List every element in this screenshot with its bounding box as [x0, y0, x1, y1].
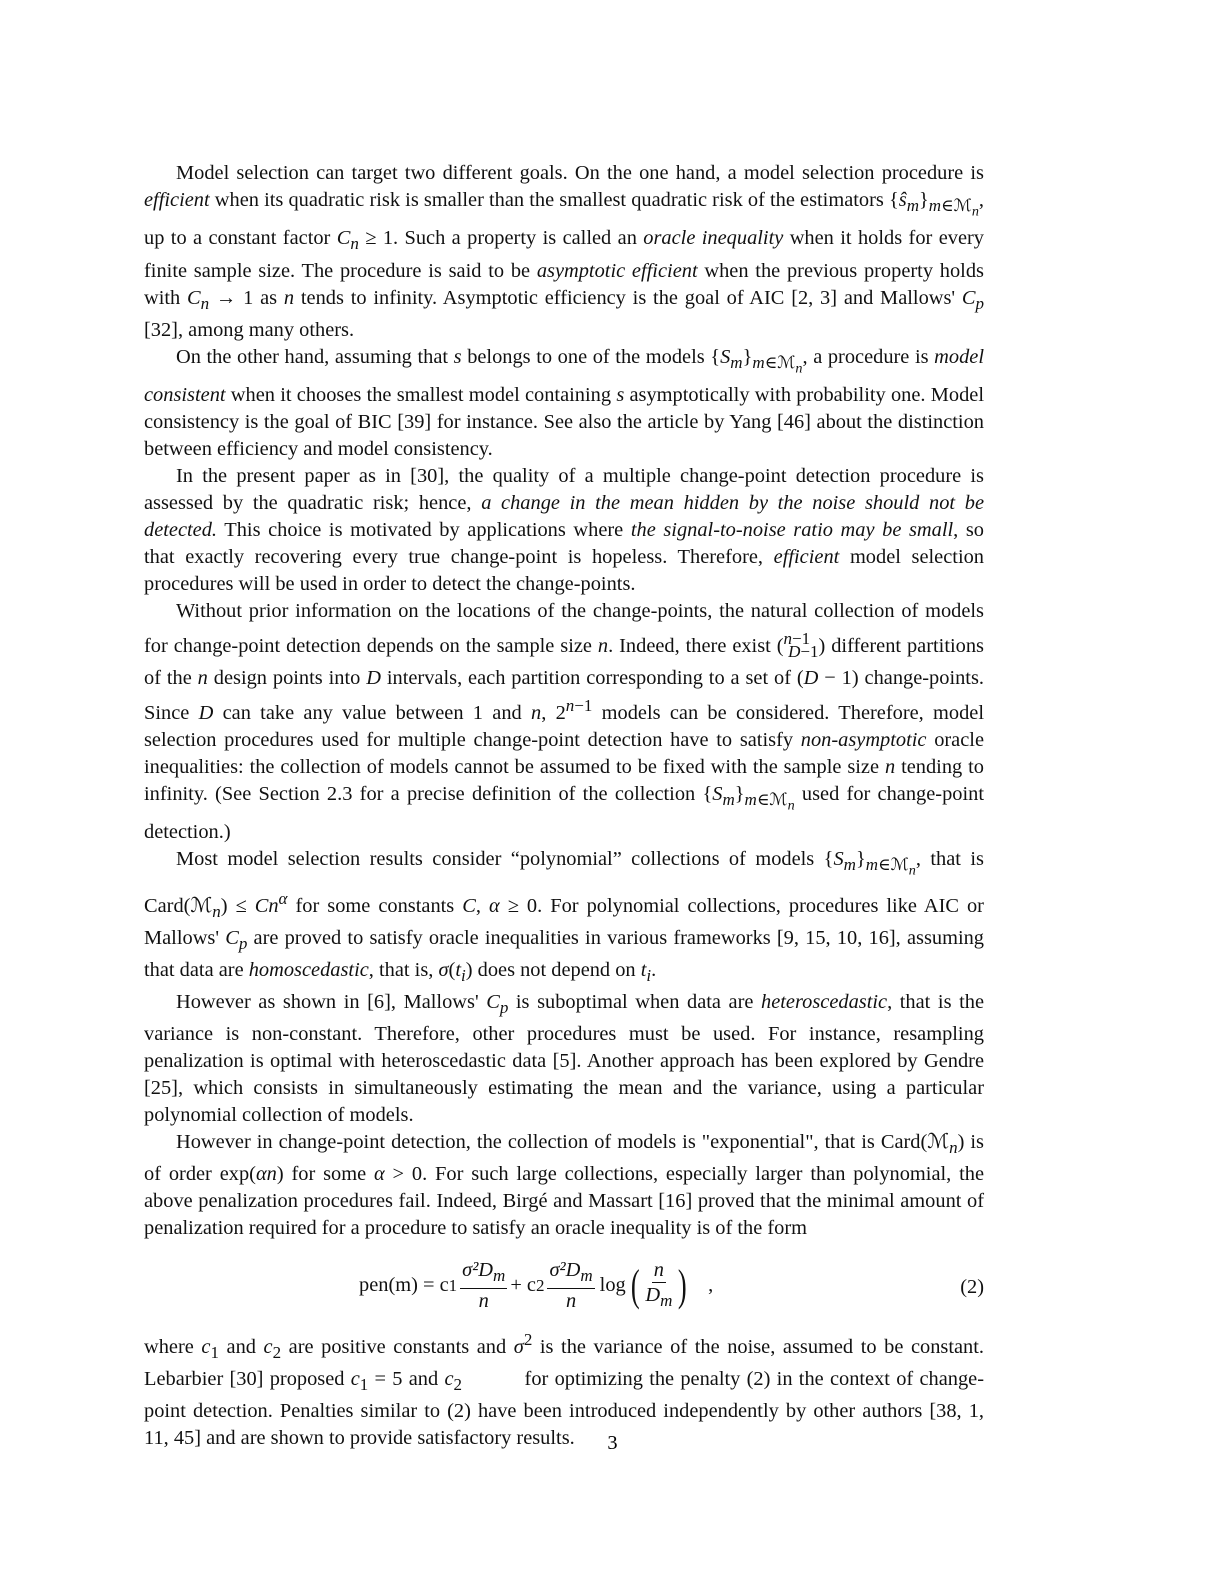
- equation-left-paren: (: [630, 1260, 640, 1310]
- equation-number: (2): [960, 1275, 984, 1298]
- equation-denominator-2: n: [565, 1290, 577, 1313]
- equation-log: log: [599, 1274, 626, 1297]
- paragraph-efficiency: Model selection can target two different goals. On the one hand, a model selection procedure is efficient when its quadratic risk is smaller than the smallest quadratic risk of the estimators $\{ŝ_m\}_{m\in ℳ_n}$, up to a constant factor $C_n \ge 1$. Such a property is called an oracle inequality when it holds for every finite sample size. The procedure is said to be asymptotic efficient when the previous property holds with $C_n \to 1$ as n tends to infinity. Asymptotic efficiency is the goal of AIC [2, 3] and Mallows' $C_p$ [32], among many others.: [144, 162, 984, 341]
- equation-numerator-2: σ²D: [549, 1259, 581, 1282]
- paragraph-collection: Without prior information on the locations of the change-points, the natural collection of models for change-point detection depends on the sample size n. Indeed, there exist ($^{n-1}_{D-1}$) different partitions of the n design points into D intervals, each partition corresponding to a set of (D − 1) change-points. Since D can take any value between 1 and n, $2^{n-1}$ models can be considered. Therefore, model selection procedures used for multiple change-point detection have to satisfy non-asymptotic oracle inequalities: the collection of models cannot be assumed to be fixed with the sample size n tending to infinity. (See Section 2.3 for a precise definition of the collection $\{S_m\}_{m\in ℳ_n}$ used for change-point detection.): [144, 600, 985, 844]
- equation-numerator-1: σ²D: [462, 1259, 494, 1282]
- equation-c2-subscript: 2: [535, 1276, 545, 1296]
- equation-c1-subscript: 1: [448, 1276, 458, 1296]
- equation-inner-denominator: D: [645, 1284, 661, 1307]
- equation-numerator-1-sub: m: [493, 1266, 506, 1286]
- equation-inner-denominator-sub: m: [660, 1291, 673, 1311]
- paragraph-consistency: On the other hand, assuming that s belongs to one of the models $\{S_m\}_{m\in ℳ_n}$, a procedure is model consistent when it chooses the smallest model containing s asymptotically with probability one. Model consistency is the goal of BIC [39] for instance. See also the article by Yang [46] about the distinction between efficiency and model consistency.: [144, 345, 984, 461]
- paragraph-polynomial: Most model selection results consider “polynomial” collections of models $\{S_m\}_{m\in ℳ_n}$, that is Card(ℳ$_n$) ≤ $Cn^\alpha$ for some constants C, α ≥ 0. For polynomial collections, procedures like AIC or Mallows' $C_p$ are proved to satisfy oracle inequalities in various frameworks [9, 15, 10, 16], assuming that data are homoscedastic, that is, $\sigma(t_i)$ does not depend on $t_i$.: [144, 848, 985, 985]
- equation-lhs: pen(m) = c: [359, 1274, 449, 1297]
- paper-page: [144, 160, 984, 1452]
- paragraph-constants: where $c_1$ and $c_2$ are positive constants and $\sigma^2$ is the variance of the noise, assumed to be constant. Lebarbier [30] proposed $c_1 = 5$ and $c_2$ for optimizing the penalty (2) in the context of change-point detection. Penalties similar to (2) have been introduced independently by other authors [38, 1, 11, 45] and are shown to provide satisfactory results.: [144, 1329, 984, 1449]
- equation-fraction-2: [547, 1258, 594, 1313]
- paragraph-present-paper: In the present paper as in [30], the quality of a multiple change-point detection procedure is assessed by the quadratic risk; hence, a change in the mean hidden by the noise should not be detected. This choice is motivated by applications where the signal-to-noise ratio may be small, so that exactly recovering every true change-point is hopeless. Therefore, efficient model selection procedures will be used in order to detect the change-points.: [144, 465, 985, 596]
- equation-trailing-comma: ,: [708, 1274, 714, 1297]
- paragraph-heteroscedastic: However as shown in [6], Mallows' $C_p$ is suboptimal when data are heteroscedastic, that is the variance is non-constant. Therefore, other procedures must be used. For instance, resampling penalization is optimal with heteroscedastic data [5]. Another approach has been explored by Gendre [25], which consists in simultaneously estimating the mean and the variance, using a particular polynomial collection of models.: [144, 990, 985, 1126]
- equation-fraction-1: [460, 1258, 507, 1313]
- equation-body: [359, 1254, 713, 1318]
- equation-penalty: [144, 1254, 984, 1318]
- equation-right-paren: ): [678, 1260, 688, 1310]
- equation-inner-numerator: n: [653, 1259, 664, 1282]
- page-number: 3: [607, 1432, 618, 1454]
- equation-numerator-2-sub: m: [580, 1266, 593, 1286]
- paragraph-exponential: However in change-point detection, the collection of models is "exponential", that is Card(ℳ$_n$) is of order exp(αn) for some α > 0. For such large collections, especially larger than polynomial, the above penalization procedures fail. Indeed, Birgé and Massart [16] proved that the minimal amount of penalization required for a procedure to satisfy an oracle inequality is of the form: [144, 1130, 985, 1239]
- equation-denominator-1: n: [478, 1290, 489, 1313]
- equation-fraction-inner: [645, 1258, 672, 1313]
- equation-plus: + c: [510, 1274, 536, 1297]
